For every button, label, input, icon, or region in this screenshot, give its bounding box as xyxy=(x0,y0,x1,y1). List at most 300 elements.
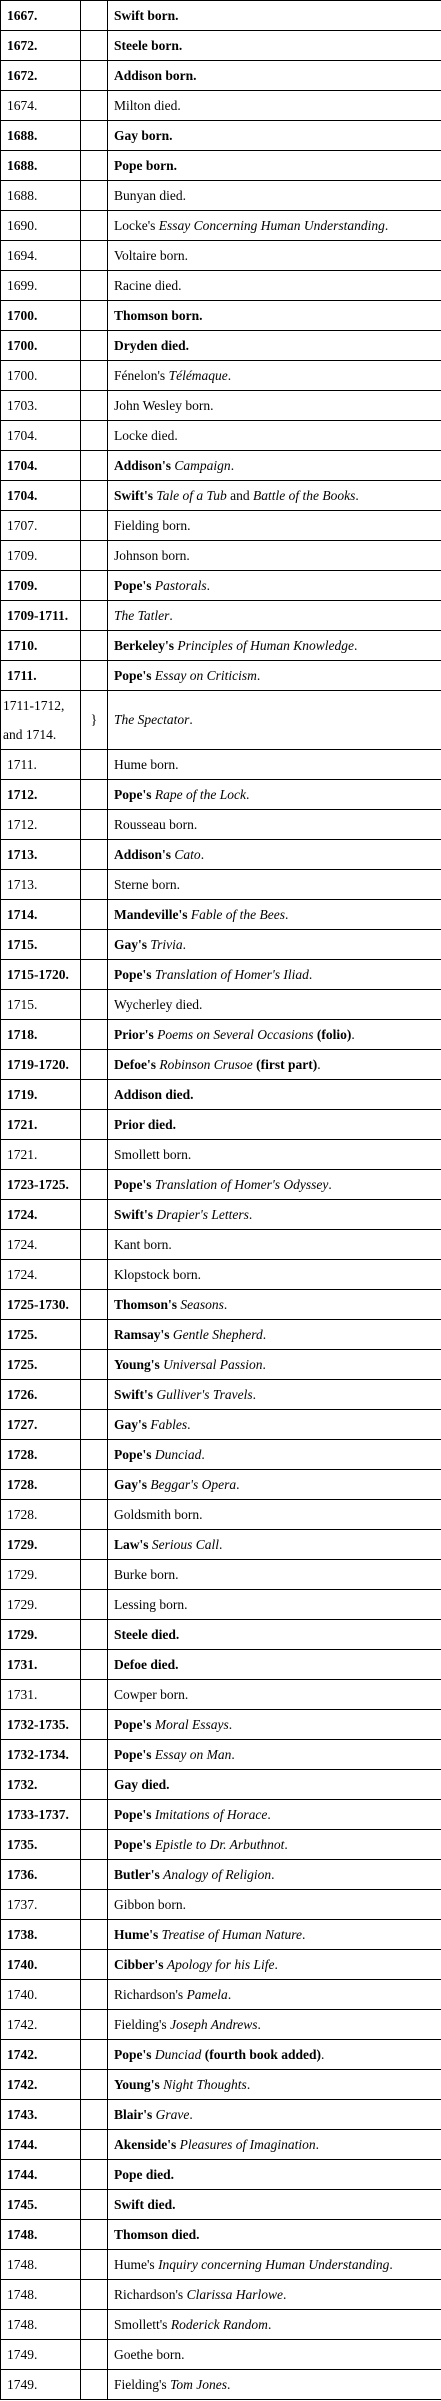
row-entry xyxy=(108,1290,441,1320)
entry-segment: Prior's xyxy=(114,1026,158,1042)
entry-segment: Fable of the Bees xyxy=(190,906,285,922)
entry-segment: Thomson born. xyxy=(114,307,203,323)
row-date: 1712. xyxy=(1,810,81,840)
entry-segment: Pope's xyxy=(114,1446,155,1462)
entry-segment: Télémaque xyxy=(168,367,228,383)
table-row xyxy=(1,241,441,271)
entry-segment: Gay's xyxy=(114,1476,151,1492)
table-row xyxy=(1,691,441,750)
row-brace xyxy=(81,1470,108,1500)
entry-segment: Pope's xyxy=(114,1806,155,1822)
row-brace xyxy=(81,1890,108,1920)
row-brace xyxy=(81,1800,108,1830)
table-row xyxy=(1,1,441,31)
row-entry xyxy=(108,900,441,930)
row-entry xyxy=(108,601,441,631)
row-brace xyxy=(81,1530,108,1560)
row-date: 1700. xyxy=(1,301,81,331)
row-brace xyxy=(81,750,108,780)
entry-segment: Inquiry concerning Human Understanding xyxy=(158,2256,390,2272)
row-brace xyxy=(81,1590,108,1620)
row-entry xyxy=(108,1740,441,1770)
entry-segment: Hume's xyxy=(114,2256,159,2272)
row-brace xyxy=(81,121,108,151)
row-brace xyxy=(81,1290,108,1320)
entry-segment: and xyxy=(226,487,254,503)
table-row xyxy=(1,2310,441,2340)
entry-segment: Cato xyxy=(174,846,201,862)
entry-segment: . xyxy=(274,1956,278,1972)
table-row xyxy=(1,211,441,241)
row-date: 1744. xyxy=(1,2130,81,2160)
entry-segment: Gay born. xyxy=(114,127,173,143)
row-entry xyxy=(108,1710,441,1740)
row-date: 1725. xyxy=(1,1350,81,1380)
entry-segment: Essay on Man xyxy=(154,1746,232,1762)
row-date: 1704. xyxy=(1,451,81,481)
entry-segment: Hume born. xyxy=(114,756,179,772)
table-row xyxy=(1,2070,441,2100)
table-row xyxy=(1,2190,441,2220)
row-entry xyxy=(108,211,441,241)
table-row xyxy=(1,840,441,870)
entry-segment: The Tatler xyxy=(114,607,170,623)
entry-segment: Richardson's xyxy=(114,1986,187,2002)
row-date: 1694. xyxy=(1,241,81,271)
table-row xyxy=(1,1050,441,1080)
row-entry xyxy=(108,1920,441,1950)
row-date: 1749. xyxy=(1,2340,81,2370)
row-date: 1728. xyxy=(1,1500,81,1530)
row-date: 1729. xyxy=(1,1590,81,1620)
entry-segment: Clarissa Harlowe xyxy=(186,2286,283,2302)
entry-segment: . xyxy=(206,577,211,593)
table-row xyxy=(1,1890,441,1920)
table-row xyxy=(1,1440,441,1470)
row-brace xyxy=(81,571,108,601)
entry-segment: Pope's xyxy=(114,577,155,593)
row-brace xyxy=(81,691,108,750)
row-brace xyxy=(81,1110,108,1140)
row-date: 1704. xyxy=(1,421,81,451)
entry-segment: Bunyan died. xyxy=(114,187,186,203)
row-brace xyxy=(81,1950,108,1980)
table-row xyxy=(1,1290,441,1320)
table-row xyxy=(1,750,441,780)
row-date: 1713. xyxy=(1,870,81,900)
row-brace xyxy=(81,1830,108,1860)
row-entry xyxy=(108,541,441,571)
row-date: 1714. xyxy=(1,900,81,930)
row-entry xyxy=(108,2310,441,2340)
row-date: 1707. xyxy=(1,511,81,541)
entry-segment: Gay died. xyxy=(114,1776,170,1792)
entry-segment: Milton died. xyxy=(114,97,181,113)
row-entry xyxy=(108,1020,441,1050)
entry-segment: Steele died. xyxy=(114,1626,180,1642)
entry-segment: Richardson's xyxy=(114,2286,187,2302)
row-brace xyxy=(81,1050,108,1080)
row-date: 1731. xyxy=(1,1650,81,1680)
entry-segment: Racine died. xyxy=(114,277,182,293)
row-date: 1728. xyxy=(1,1440,81,1470)
row-date: 1672. xyxy=(1,31,81,61)
entry-segment: Apology for his Life xyxy=(166,1956,275,1972)
row-brace xyxy=(81,421,108,451)
row-entry xyxy=(108,391,441,421)
row-date: 1711. xyxy=(1,750,81,780)
entry-segment: Gay's xyxy=(114,1416,151,1432)
row-date: 1742. xyxy=(1,2010,81,2040)
entry-segment: . xyxy=(223,1296,228,1312)
entry-segment: Dunciad xyxy=(154,2046,202,2062)
table-row xyxy=(1,1770,441,1800)
row-brace xyxy=(81,1560,108,1590)
entry-segment: Mandeville's xyxy=(114,906,191,922)
entry-segment: Tale of a Tub xyxy=(156,487,227,503)
row-entry xyxy=(108,241,441,271)
row-date: 1688. xyxy=(1,121,81,151)
table-row xyxy=(1,1860,441,1890)
table-row xyxy=(1,1410,441,1440)
row-date: 1667. xyxy=(1,1,81,31)
entry-segment: Tom Jones xyxy=(170,2376,227,2392)
row-brace xyxy=(81,2370,108,2400)
row-entry xyxy=(108,1590,441,1620)
table-row xyxy=(1,181,441,211)
table-row xyxy=(1,391,441,421)
row-brace xyxy=(81,1320,108,1350)
row-date: 1735. xyxy=(1,1830,81,1860)
entry-segment: . xyxy=(228,1716,233,1732)
table-row xyxy=(1,1080,441,1110)
row-brace xyxy=(81,1860,108,1890)
table-row xyxy=(1,1230,441,1260)
row-date: 1733-1737. xyxy=(1,1800,81,1830)
row-entry xyxy=(108,301,441,331)
entry-segment: Dunciad xyxy=(154,1446,202,1462)
entry-segment: Swift born. xyxy=(114,7,179,23)
entry-segment: Wycherley died. xyxy=(114,996,203,1012)
entry-segment: . xyxy=(236,1476,240,1492)
row-entry xyxy=(108,1680,441,1710)
entry-segment: Law's xyxy=(114,1536,152,1552)
row-entry xyxy=(108,421,441,451)
entry-segment: Goethe born. xyxy=(114,2346,185,2362)
table-row xyxy=(1,2370,441,2400)
row-brace xyxy=(81,2190,108,2220)
entry-segment: Addison born. xyxy=(114,67,197,83)
entry-segment: Treatise of Human Nature xyxy=(161,1926,303,1942)
entry-segment: Universal Passion xyxy=(163,1356,263,1372)
entry-segment: . xyxy=(182,936,187,952)
table-row xyxy=(1,301,441,331)
entry-segment: Fielding's xyxy=(114,2016,171,2032)
row-date: 1740. xyxy=(1,1950,81,1980)
row-entry xyxy=(108,1320,441,1350)
entry-segment: Swift's xyxy=(114,1386,157,1402)
entry-segment: Pope's xyxy=(114,1716,155,1732)
table-row xyxy=(1,361,441,391)
row-brace xyxy=(81,2250,108,2280)
table-row xyxy=(1,1800,441,1830)
row-date: 1723-1725. xyxy=(1,1170,81,1200)
entry-segment: Trivia xyxy=(150,936,183,952)
table-row xyxy=(1,1980,441,2010)
entry-segment: Rape of the Lock xyxy=(154,786,246,802)
table-row xyxy=(1,810,441,840)
entry-segment: Fénelon's xyxy=(114,367,169,383)
row-entry xyxy=(108,2160,441,2190)
row-brace xyxy=(81,661,108,691)
table-row xyxy=(1,1320,441,1350)
row-brace xyxy=(81,1620,108,1650)
entry-segment: Dryden died. xyxy=(114,337,190,353)
entry-segment: . xyxy=(262,1326,267,1342)
chronology-rows xyxy=(1,1,441,2400)
row-date: 1719-1720. xyxy=(1,1050,81,1080)
entry-segment: Locke died. xyxy=(114,427,178,443)
entry-segment: . xyxy=(256,667,261,683)
entry-segment: . xyxy=(317,1056,321,1072)
row-date-line: and 1714. xyxy=(3,727,57,742)
entry-segment: The Spectator xyxy=(114,712,190,727)
row-brace xyxy=(81,2310,108,2340)
row-date: 1732. xyxy=(1,1770,81,1800)
row-entry xyxy=(108,451,441,481)
table-row xyxy=(1,271,441,301)
row-entry xyxy=(108,2010,441,2040)
row-date: 1703. xyxy=(1,391,81,421)
entry-segment: Defoe's xyxy=(114,1056,160,1072)
entry-segment: Cowper born. xyxy=(114,1686,189,1702)
table-row xyxy=(1,1710,441,1740)
row-date: 1729. xyxy=(1,1620,81,1650)
row-date: 1718. xyxy=(1,1020,81,1050)
row-date: 1709. xyxy=(1,571,81,601)
entry-segment: Moral Essays xyxy=(154,1716,229,1732)
row-date: 1732-1734. xyxy=(1,1740,81,1770)
row-date: 1690. xyxy=(1,211,81,241)
table-row xyxy=(1,1500,441,1530)
row-entry xyxy=(108,631,441,661)
entry-segment: . xyxy=(302,1926,306,1942)
entry-segment: Pope's xyxy=(114,1836,155,1852)
row-brace xyxy=(81,541,108,571)
row-brace xyxy=(81,241,108,271)
entry-segment: Grave xyxy=(155,2106,190,2122)
table-row xyxy=(1,2340,441,2370)
table-row xyxy=(1,451,441,481)
row-brace xyxy=(81,840,108,870)
row-entry xyxy=(108,121,441,151)
table-row xyxy=(1,990,441,1020)
entry-segment: Battle of the Books xyxy=(253,487,356,503)
row-date: 1711. xyxy=(1,661,81,691)
entry-segment: . xyxy=(353,637,358,653)
entry-segment: Kant born. xyxy=(114,1236,172,1252)
row-entry xyxy=(108,481,441,511)
row-date: 1729. xyxy=(1,1560,81,1590)
row-brace xyxy=(81,331,108,361)
row-entry xyxy=(108,1110,441,1140)
entry-segment: Pope's xyxy=(114,1176,155,1192)
entry-segment: Rousseau born. xyxy=(114,816,198,832)
row-entry xyxy=(108,2220,441,2250)
row-date: 1710. xyxy=(1,631,81,661)
entry-segment: Beggar's Opera xyxy=(150,1476,237,1492)
row-entry xyxy=(108,2100,441,2130)
row-date: 1728. xyxy=(1,1470,81,1500)
table-row xyxy=(1,511,441,541)
row-brace xyxy=(81,1650,108,1680)
row-brace xyxy=(81,1350,108,1380)
row-entry xyxy=(108,2370,441,2400)
table-row xyxy=(1,1560,441,1590)
row-entry xyxy=(108,1800,441,1830)
row-date: 1688. xyxy=(1,151,81,181)
entry-segment: Night Thoughts xyxy=(163,2076,247,2092)
entry-segment: Pope's xyxy=(114,667,155,683)
row-entry xyxy=(108,960,441,990)
table-row xyxy=(1,1530,441,1560)
entry-segment: Addison's xyxy=(114,457,175,473)
entry-segment: Robinson Crusoe xyxy=(159,1056,253,1072)
table-row xyxy=(1,1020,441,1050)
entry-segment: . xyxy=(355,487,359,503)
row-date: 1743. xyxy=(1,2100,81,2130)
table-row xyxy=(1,780,441,810)
entry-segment: . xyxy=(187,1416,191,1432)
entry-segment: Lessing born. xyxy=(114,1596,188,1612)
row-entry xyxy=(108,810,441,840)
entry-segment: Hume's xyxy=(114,1926,162,1942)
row-entry xyxy=(108,1140,441,1170)
row-brace xyxy=(81,1200,108,1230)
row-entry xyxy=(108,1,441,31)
row-brace xyxy=(81,61,108,91)
row-entry xyxy=(108,2280,441,2310)
entry-segment: . xyxy=(246,786,250,802)
row-brace xyxy=(81,31,108,61)
entry-segment: Gentle Shepherd xyxy=(172,1326,263,1342)
row-date: 1745. xyxy=(1,2190,81,2220)
table-row xyxy=(1,1170,441,1200)
row-brace xyxy=(81,1680,108,1710)
entry-segment: Analogy of Religion xyxy=(163,1866,272,1882)
entry-segment: John Wesley born. xyxy=(114,397,214,413)
row-date: 1742. xyxy=(1,2040,81,2070)
row-entry xyxy=(108,1260,441,1290)
table-row xyxy=(1,661,441,691)
entry-segment: Pope's xyxy=(114,1746,155,1762)
entry-segment: . xyxy=(267,2316,272,2332)
row-date: 1748. xyxy=(1,2250,81,2280)
row-brace xyxy=(81,1230,108,1260)
entry-segment: Pleasures of Imagination xyxy=(179,2136,316,2152)
table-row xyxy=(1,1200,441,1230)
entry-segment: . xyxy=(252,1386,257,1402)
table-row xyxy=(1,1350,441,1380)
row-date: 1699. xyxy=(1,271,81,301)
entry-segment: Berkeley's xyxy=(114,637,178,653)
row-brace xyxy=(81,810,108,840)
row-date: 1674. xyxy=(1,91,81,121)
row-brace xyxy=(81,1770,108,1800)
entry-segment: Swift died. xyxy=(114,2196,176,2212)
entry-segment: . xyxy=(219,1536,223,1552)
row-brace xyxy=(81,1080,108,1110)
row-entry xyxy=(108,1500,441,1530)
row-date: 1737. xyxy=(1,1890,81,1920)
entry-segment: Fielding born. xyxy=(114,517,191,533)
row-entry xyxy=(108,661,441,691)
entry-segment: Klopstock born. xyxy=(114,1266,201,1282)
row-date: 1709. xyxy=(1,541,81,571)
entry-segment: Campaign xyxy=(174,457,231,473)
entry-segment: Drapier's Letters xyxy=(156,1206,249,1222)
entry-segment: . xyxy=(351,1026,355,1042)
entry-segment: Thomson's xyxy=(114,1296,181,1312)
row-brace xyxy=(81,1170,108,1200)
row-date: 1748. xyxy=(1,2310,81,2340)
entry-segment: Gibbon born. xyxy=(114,1896,186,1912)
row-date: 1704. xyxy=(1,481,81,511)
table-row xyxy=(1,151,441,181)
row-brace xyxy=(81,2340,108,2370)
entry-segment: . xyxy=(200,846,205,862)
entry-segment: . xyxy=(246,2076,251,2092)
entry-segment: . xyxy=(267,1806,271,1822)
row-entry xyxy=(108,1470,441,1500)
row-entry xyxy=(108,91,441,121)
table-row xyxy=(1,601,441,631)
entry-segment: Johnson born. xyxy=(114,547,190,563)
row-brace xyxy=(81,2160,108,2190)
entry-segment: . xyxy=(284,906,289,922)
entry-segment: . xyxy=(227,367,232,383)
row-date: 1709-1711. xyxy=(1,601,81,631)
table-row xyxy=(1,31,441,61)
row-date: 1748. xyxy=(1,2220,81,2250)
row-entry xyxy=(108,2070,441,2100)
row-entry xyxy=(108,1200,441,1230)
entry-segment: Translation of Homer's Iliad xyxy=(154,966,309,982)
table-row xyxy=(1,1260,441,1290)
table-row xyxy=(1,1680,441,1710)
entry-segment: Cibber's xyxy=(114,1956,167,1972)
row-entry xyxy=(108,361,441,391)
row-entry xyxy=(108,840,441,870)
row-date: 1724. xyxy=(1,1200,81,1230)
table-row xyxy=(1,1620,441,1650)
row-brace xyxy=(81,91,108,121)
entry-segment: . xyxy=(328,1176,332,1192)
entry-segment: . xyxy=(226,2376,231,2392)
row-date: 1719. xyxy=(1,1080,81,1110)
row-entry xyxy=(108,2190,441,2220)
row-brace xyxy=(81,2100,108,2130)
row-brace xyxy=(81,780,108,810)
row-entry xyxy=(108,990,441,1020)
row-brace xyxy=(81,1440,108,1470)
row-entry xyxy=(108,1980,441,2010)
row-entry xyxy=(108,1230,441,1260)
entry-segment: Addison died. xyxy=(114,1086,194,1102)
row-entry xyxy=(108,2040,441,2070)
row-date-line: 1711-1712, xyxy=(3,698,65,713)
row-brace xyxy=(81,2070,108,2100)
